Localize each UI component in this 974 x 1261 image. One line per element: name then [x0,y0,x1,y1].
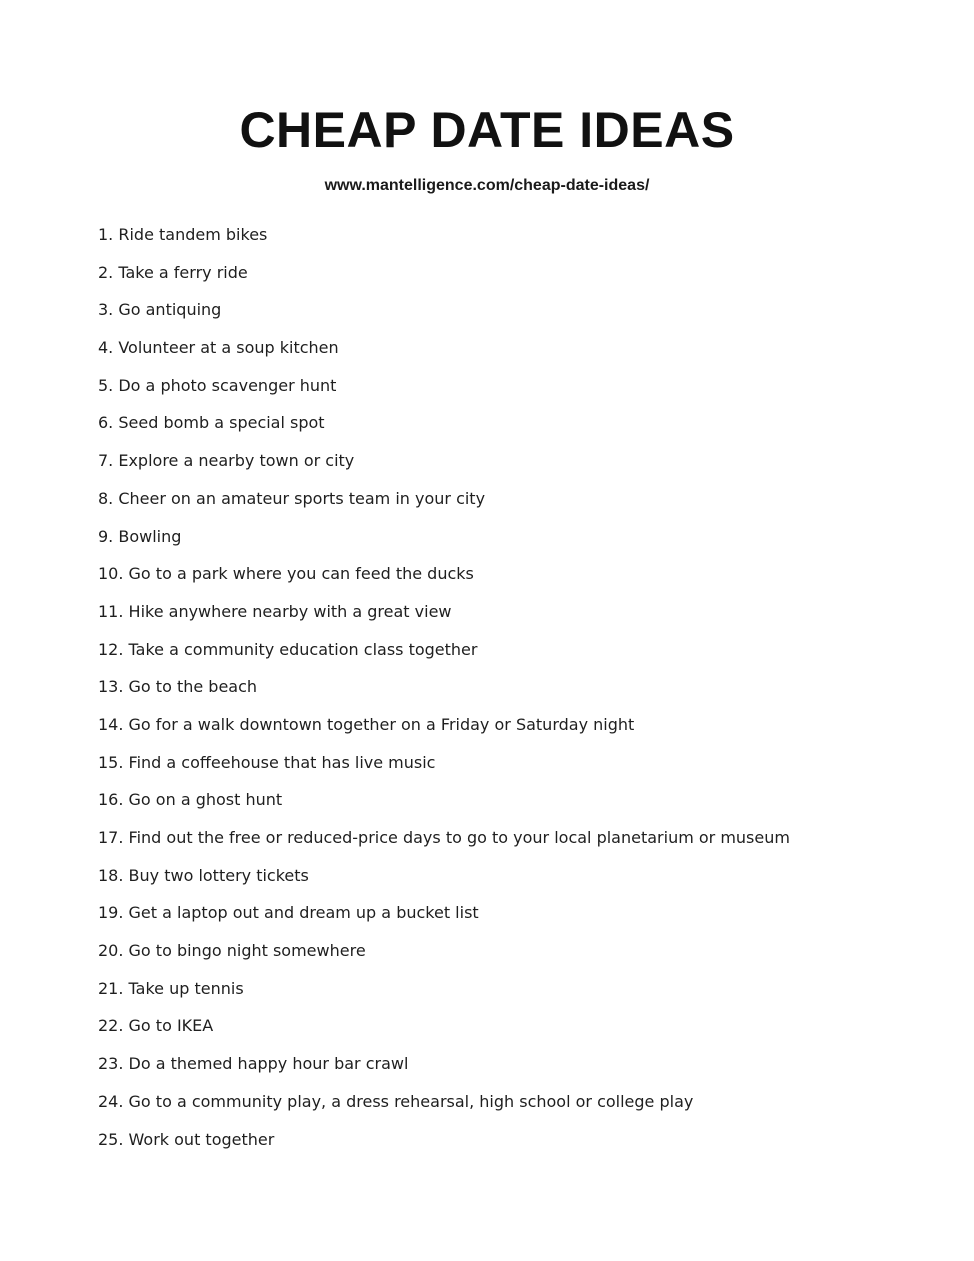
list-item: 11. Hike anywhere nearby with a great view [98,601,452,621]
list-item: 18. Buy two lottery tickets [98,865,309,885]
list-item: 3. Go antiquing [98,300,222,320]
list-item: 19. Get a laptop out and dream up a bucket list [98,903,479,923]
list-item: 1. Ride tandem bikes [98,225,268,244]
list-item: 24. Go to a community play, a dress rehearsal, high school or college play [98,1091,694,1111]
list-item: 4. Volunteer at a soup kitchen [98,338,339,358]
list-item: 6. Seed bomb a special spot [98,413,325,433]
list-item: 20. Go to bingo night somewhere [98,941,366,961]
page-title: CHEAP DATE IDEAS [239,102,735,158]
list-item: 5. Do a photo scavenger hunt [98,375,337,395]
list-item: 22. Go to IKEA [98,1016,214,1036]
list-item: 17. Find out the free or reduced-price days to go to your local planetarium or museum [98,828,790,847]
list-item: 8. Cheer on an amateur sports team in your city [98,488,486,508]
list-item: 25. Work out together [98,1129,275,1149]
list-item: 14. Go for a walk downtown together on a Friday or Saturday night [98,714,635,734]
list-item: 23. Do a themed happy hour bar crawl [98,1054,409,1074]
list-item: 7. Explore a nearby town or city [98,451,355,471]
list-item: 12. Take a community education class together [98,639,478,659]
list-item: 16. Go on a ghost hunt [98,790,283,810]
source-url: www.mantelligence.com/cheap-date-ideas/ [324,177,650,194]
list-item: 13. Go to the beach [98,677,258,697]
list-item: 15. Find a coffeehouse that has live music [98,752,436,772]
list-item: 2. Take a ferry ride [98,262,248,282]
list-item: 9. Bowling [98,526,182,546]
list-item: 21. Take up tennis [98,978,244,998]
idea-list [98,224,790,1166]
list-item: 10. Go to a park where you can feed the ducks [98,564,474,584]
